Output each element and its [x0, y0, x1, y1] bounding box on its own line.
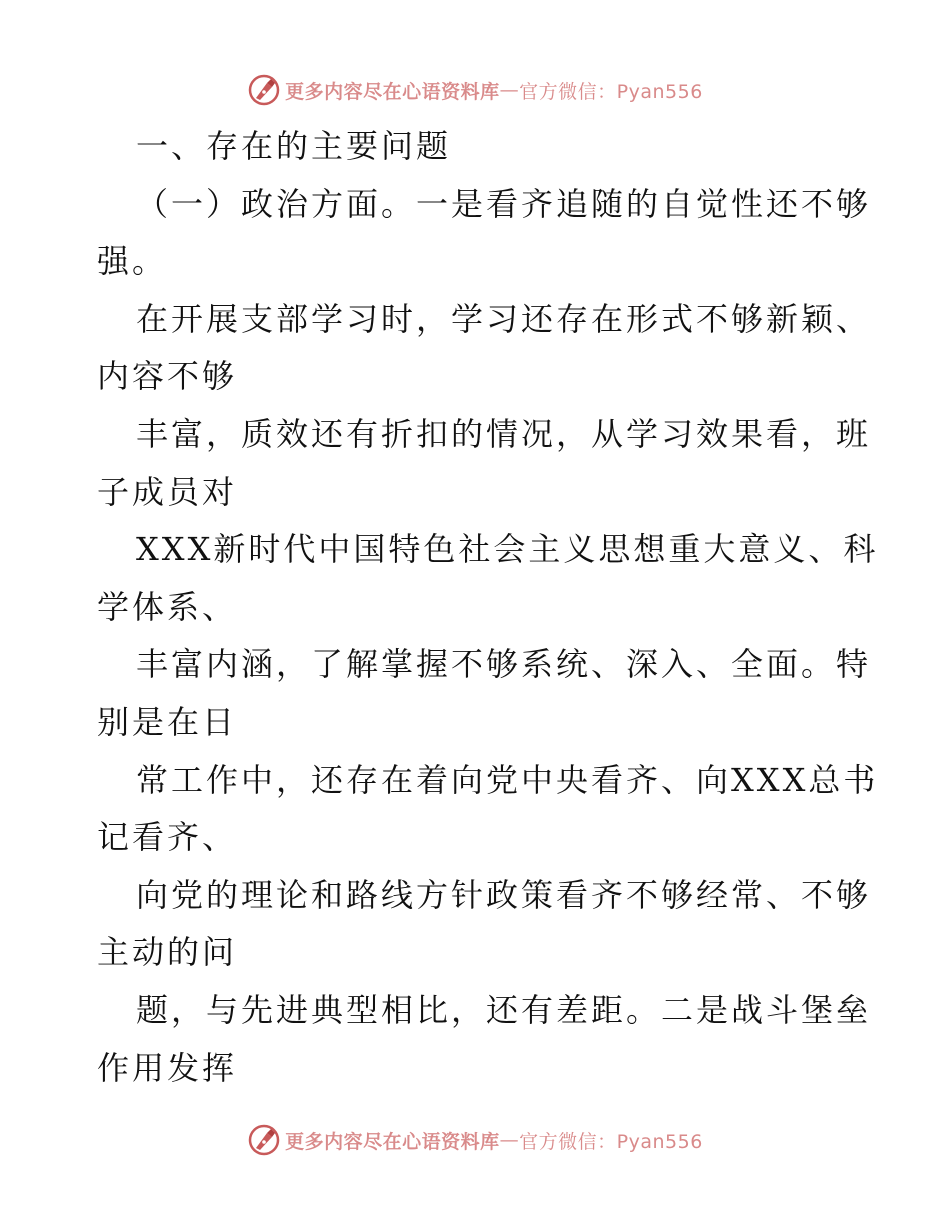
paragraph-line: 学体系、	[97, 587, 238, 626]
banner-separator: —	[499, 1129, 520, 1151]
paragraph-line: 强。	[97, 242, 168, 281]
pen-nib-logo-icon	[247, 1123, 281, 1157]
banner-wechat: 官方微信：Pyan556	[519, 80, 703, 103]
paragraph-line: 常工作中，还存在着向党中央看齐、向XXX总书	[136, 760, 879, 799]
document-body	[97, 118, 879, 1097]
header-banner[interactable]	[0, 70, 950, 110]
paragraph-line: 内容不够	[97, 357, 238, 396]
paragraph-line: 记看齐、	[97, 818, 238, 857]
footer-banner[interactable]	[0, 1120, 950, 1160]
paragraph-line: （一）政治方面。一是看齐追随的自觉性还不够	[136, 184, 872, 223]
section-heading: 一、存在的主要问题	[136, 127, 452, 165]
paragraph-line: 作用发挥	[97, 1048, 238, 1087]
paragraph-line: 在开展支部学习时，学习还存在形式不够新颖、	[136, 299, 872, 338]
paragraph-line: 别是在日	[97, 702, 238, 741]
paragraph-line: 题，与先进典型相比，还有差距。二是战斗堡垒	[136, 990, 872, 1029]
pen-nib-logo-icon	[247, 73, 281, 107]
paragraph-line: 向党的理论和路线方针政策看齐不够经常、不够	[136, 875, 872, 914]
banner-wechat: 官方微信：Pyan556	[519, 1130, 703, 1153]
paragraph-line: 丰富，质效还有折扣的情况，从学习效果看，班	[136, 414, 872, 453]
banner-text: 更多内容尽在心语资料库	[285, 1130, 500, 1153]
paragraph-line: 子成员对	[97, 472, 238, 511]
paragraph-line: 主动的问	[97, 933, 238, 972]
paragraph-line: XXX新时代中国特色社会主义思想重大意义、科	[136, 530, 879, 569]
banner-text: 更多内容尽在心语资料库	[285, 80, 500, 103]
banner-separator: —	[499, 79, 520, 101]
paragraph-line: 丰富内涵，了解掌握不够系统、深入、全面。特	[136, 645, 872, 684]
